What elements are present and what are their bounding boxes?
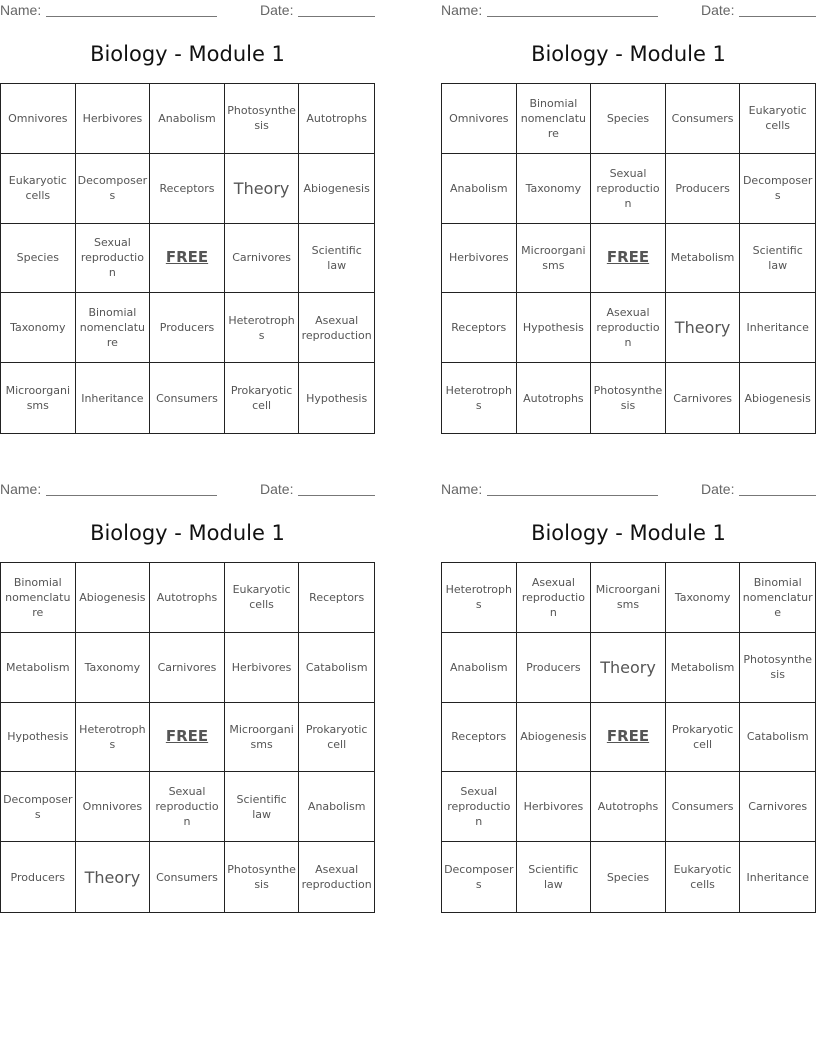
bingo-cell: Sexual reproduction: [150, 772, 225, 842]
bingo-cell: Binomial nomenclature: [740, 563, 815, 633]
bingo-cell: Sexual reproduction: [76, 224, 151, 294]
bingo-cell: Abiogenesis: [76, 563, 151, 633]
bingo-cell: Binomial nomenclature: [76, 293, 151, 363]
bingo-cell: Catabolism: [740, 703, 815, 773]
bingo-cell: Asexual reproduction: [591, 293, 666, 363]
bingo-grid: [0, 562, 375, 913]
bingo-cell: Prokaryotic cell: [666, 703, 741, 773]
date-label: Date:: [260, 481, 294, 497]
card-title: Biology - Module 1: [531, 42, 726, 66]
bingo-cell: Herbivores: [442, 224, 517, 294]
bingo-cell: Microorganisms: [517, 224, 592, 294]
bingo-cell: Carnivores: [740, 772, 815, 842]
bingo-cell: Autotrophs: [591, 772, 666, 842]
name-line: [46, 495, 217, 496]
bingo-card-2: [441, 0, 816, 440]
bingo-cell: Omnivores: [76, 772, 151, 842]
free-space: FREE: [150, 703, 225, 773]
bingo-cell: Hypothesis: [1, 703, 76, 773]
date-label: Date:: [701, 481, 735, 497]
bingo-cell: Eukaryotic cells: [666, 842, 741, 912]
bingo-cell: Receptors: [442, 293, 517, 363]
bingo-cell: Anabolism: [299, 772, 374, 842]
bingo-cell: Producers: [517, 633, 592, 703]
name-line: [487, 495, 658, 496]
bingo-cell: Microorganisms: [225, 703, 300, 773]
bingo-cell: Photosynthesis: [740, 633, 815, 703]
bingo-cell: Photosynthesis: [591, 363, 666, 433]
bingo-cell: Microorganisms: [1, 363, 76, 433]
bingo-cell: Consumers: [150, 842, 225, 912]
bingo-cell: Inheritance: [740, 293, 815, 363]
free-space: FREE: [591, 224, 666, 294]
bingo-cell: Taxonomy: [76, 633, 151, 703]
bingo-cell: Photosynthesis: [225, 84, 300, 154]
bingo-cell: Inheritance: [746, 870, 809, 884]
bingo-cell: Theory: [76, 842, 151, 912]
bingo-cell: Producers: [150, 293, 225, 363]
bingo-cell: Taxonomy: [517, 154, 592, 224]
bingo-cell: Consumers: [666, 84, 741, 154]
bingo-cell: Carnivores: [666, 363, 741, 433]
date-line: [298, 495, 375, 496]
bingo-cell: Herbivores: [76, 84, 151, 154]
name-label: Name:: [0, 2, 42, 18]
bingo-cell: Heterotrophs: [442, 363, 517, 433]
bingo-cell: Microorganisms: [591, 563, 666, 633]
bingo-cell: Taxonomy: [1, 293, 76, 363]
name-label: Name:: [441, 2, 483, 18]
bingo-card-3: [0, 479, 375, 919]
bingo-cell: Carnivores: [150, 633, 225, 703]
bingo-cell: Binomial nomenclature: [517, 84, 592, 154]
card-header: [441, 0, 816, 22]
bingo-cell: Species: [1, 224, 76, 294]
bingo-cell: Carnivores: [225, 224, 300, 294]
bingo-cell: Asexual reproduction: [517, 563, 592, 633]
bingo-cell: Prokaryotic cell: [299, 703, 374, 773]
bingo-cell: Autotrophs: [150, 563, 225, 633]
bingo-cell: Heterotrophs: [225, 293, 300, 363]
bingo-cell: Catabolism: [299, 633, 374, 703]
card-header: [441, 479, 816, 501]
bingo-grid: [441, 562, 816, 913]
bingo-cell: Scientific law: [517, 842, 592, 912]
name-line: [487, 16, 658, 17]
bingo-cell: Decomposers: [442, 842, 517, 912]
card-title: Biology - Module 1: [90, 42, 285, 66]
bingo-cell: Consumers: [666, 772, 741, 842]
bingo-cell: Metabolism: [666, 224, 741, 294]
bingo-cell: Sexual reproduction: [442, 772, 517, 842]
name-label: Name:: [441, 481, 483, 497]
bingo-cell: Decomposers: [740, 154, 815, 224]
bingo-cell: Producers: [666, 154, 741, 224]
bingo-grid: [441, 83, 816, 434]
bingo-cell: Herbivores: [517, 772, 592, 842]
bingo-cell: Herbivores: [225, 633, 300, 703]
bingo-cell: Eukaryotic cells: [740, 84, 815, 154]
bingo-cell: Metabolism: [666, 633, 741, 703]
bingo-cell: Species: [591, 842, 666, 912]
bingo-cell: Scientific law: [299, 224, 374, 294]
date-line: [739, 495, 816, 496]
bingo-cell: Heterotrophs: [76, 703, 151, 773]
bingo-cell: Binomial nomenclature: [1, 563, 76, 633]
bingo-cell: Inheritance: [76, 363, 151, 433]
bingo-cell: Anabolism: [442, 633, 517, 703]
bingo-cell: Omnivores: [1, 84, 76, 154]
bingo-cell: Sexual reproduction: [591, 154, 666, 224]
bingo-cell: Abiogenesis: [517, 703, 592, 773]
bingo-cell: Scientific law: [740, 224, 815, 294]
card-title: Biology - Module 1: [90, 521, 285, 545]
bingo-cell: Receptors: [150, 154, 225, 224]
bingo-cell: Species: [591, 84, 666, 154]
bingo-cell: Consumers: [150, 363, 225, 433]
bingo-cell: Theory: [591, 633, 666, 703]
bingo-cell: Hypothesis: [306, 391, 368, 405]
bingo-card-4: [441, 479, 816, 919]
card-header: [0, 0, 375, 22]
bingo-cell: Taxonomy: [666, 563, 741, 633]
bingo-cell: Anabolism: [442, 154, 517, 224]
date-line: [739, 16, 816, 17]
bingo-cell: Decomposers: [76, 154, 151, 224]
bingo-cell: Heterotrophs: [442, 563, 517, 633]
bingo-grid: [0, 83, 375, 434]
bingo-cell: Asexual reproduction: [301, 863, 372, 892]
bingo-cell: Metabolism: [1, 633, 76, 703]
bingo-cell: Producers: [1, 842, 76, 912]
bingo-cell: Theory: [225, 154, 300, 224]
bingo-cell: Scientific law: [225, 772, 300, 842]
bingo-cell: Abiogenesis: [299, 154, 374, 224]
bingo-cell: Autotrophs: [517, 363, 592, 433]
date-label: Date:: [260, 2, 294, 18]
bingo-cell: Eukaryotic cells: [1, 154, 76, 224]
bingo-cell: Omnivores: [442, 84, 517, 154]
bingo-cell: Prokaryotic cell: [225, 363, 300, 433]
name-line: [46, 16, 217, 17]
name-label: Name:: [0, 481, 42, 497]
date-label: Date:: [701, 2, 735, 18]
bingo-cell: Photosynthesis: [225, 842, 300, 912]
bingo-cell: Receptors: [442, 703, 517, 773]
card-title: Biology - Module 1: [531, 521, 726, 545]
bingo-cell: Receptors: [299, 563, 374, 633]
date-line: [298, 16, 375, 17]
free-space: FREE: [150, 224, 225, 294]
bingo-card-1: [0, 0, 375, 440]
card-header: [0, 479, 375, 501]
free-space: FREE: [591, 703, 666, 773]
bingo-cell: Theory: [666, 293, 741, 363]
bingo-cell: Asexual reproduction: [299, 293, 374, 363]
bingo-cell: Hypothesis: [517, 293, 592, 363]
bingo-cell: Eukaryotic cells: [225, 563, 300, 633]
bingo-cell: Abiogenesis: [744, 391, 811, 405]
bingo-cell: Anabolism: [150, 84, 225, 154]
bingo-cell: Decomposers: [1, 772, 76, 842]
bingo-cell: Autotrophs: [299, 84, 374, 154]
